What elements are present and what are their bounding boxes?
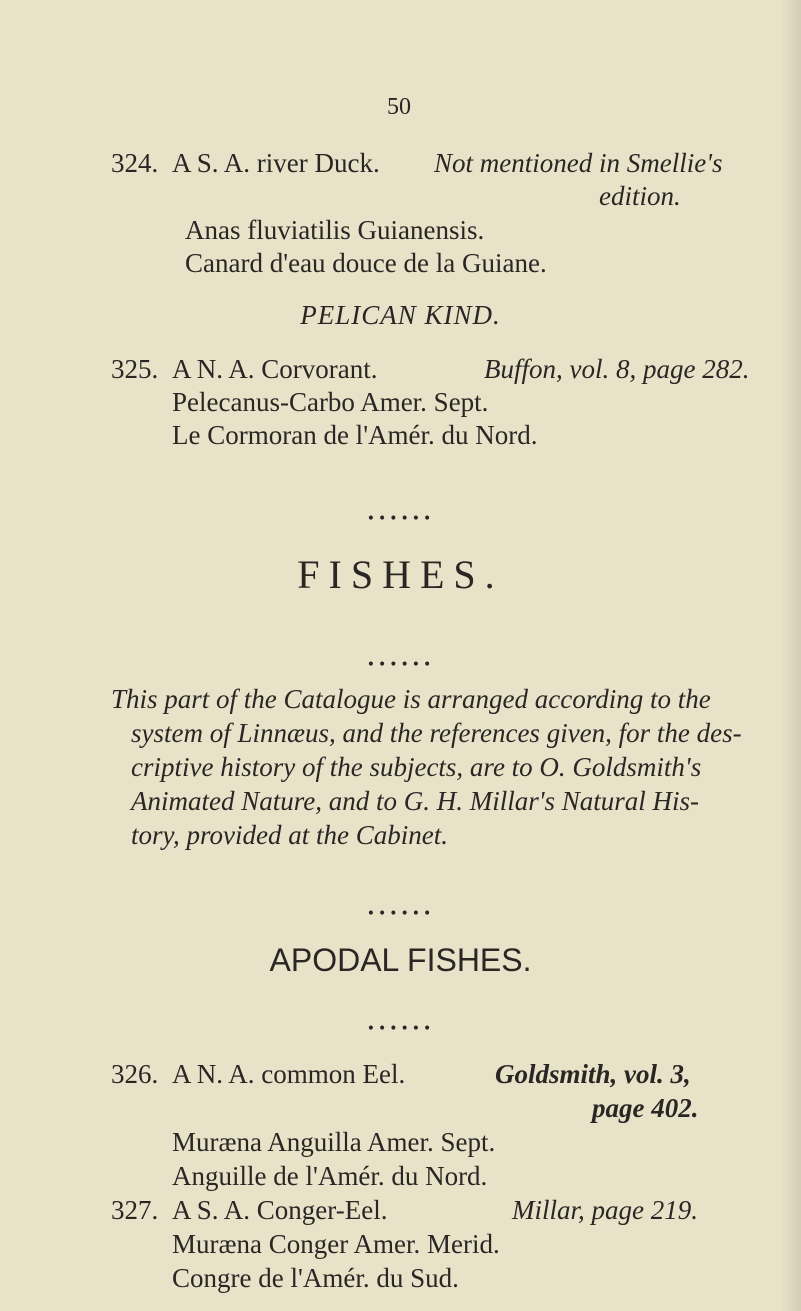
entry-325-number: 325. bbox=[111, 354, 159, 384]
entry-326-reference-cont: page 402. bbox=[592, 1093, 699, 1123]
entry-327-french: Congre de l'Amér. du Sud. bbox=[172, 1263, 459, 1293]
entry-327-number: 327. bbox=[111, 1195, 159, 1225]
separator-2: •••••• bbox=[366, 657, 435, 673]
page-edge-shadow bbox=[781, 0, 801, 1311]
intro-line-3: criptive history of the subjects, are to O. Goldsmith's bbox=[131, 752, 702, 782]
entry-326-reference: Goldsmith, vol. 3, bbox=[495, 1059, 691, 1089]
entry-324-french: Canard d'eau douce de la Guiane. bbox=[185, 248, 547, 278]
entry-325-french: Le Cormoran de l'Amér. du Nord. bbox=[172, 420, 538, 450]
heading-pelican-kind: PELICAN KIND. bbox=[300, 300, 501, 330]
entry-325-latin: Pelecanus-Carbo Amer. Sept. bbox=[172, 387, 489, 417]
entry-327-name: A S. A. Conger-Eel. bbox=[172, 1195, 388, 1225]
entry-324-number: 324. bbox=[111, 148, 159, 178]
heading-fishes: FISHES. bbox=[297, 552, 504, 597]
entry-324-reference-cont: edition. bbox=[599, 181, 681, 211]
entry-326-latin: Muræna Anguilla Amer. Sept. bbox=[172, 1127, 496, 1157]
page-number: 50 bbox=[387, 94, 411, 120]
intro-line-5: tory, provided at the Cabinet. bbox=[131, 820, 448, 850]
entry-324-reference: Not mentioned in Smellie's bbox=[434, 148, 723, 178]
entry-324-name: A S. A. river Duck. bbox=[172, 148, 380, 178]
separator-4: •••••• bbox=[366, 1021, 435, 1037]
intro-line-1: This part of the Catalogue is arranged according to the bbox=[111, 684, 711, 714]
separator-3: •••••• bbox=[366, 906, 435, 922]
heading-apodal-fishes: APODAL FISHES. bbox=[269, 942, 532, 978]
entry-325-name: A N. A. Corvorant. bbox=[172, 354, 378, 384]
entry-326-name: A N. A. common Eel. bbox=[172, 1059, 406, 1089]
entry-327-reference: Millar, page 219. bbox=[512, 1195, 698, 1225]
intro-line-4: Animated Nature, and to G. H. Millar's Natural His- bbox=[131, 786, 700, 816]
entry-325-reference: Buffon, vol. 8, page 282. bbox=[484, 354, 750, 384]
entry-326-french: Anguille de l'Amér. du Nord. bbox=[172, 1161, 488, 1191]
entry-324-latin: Anas fluviatilis Guianensis. bbox=[185, 215, 485, 245]
entry-326-number: 326. bbox=[111, 1059, 159, 1089]
intro-line-2: system of Linnæus, and the references given, for the des- bbox=[131, 718, 742, 748]
entry-327-latin: Muræna Conger Amer. Merid. bbox=[172, 1229, 500, 1259]
separator-1: •••••• bbox=[366, 511, 435, 527]
